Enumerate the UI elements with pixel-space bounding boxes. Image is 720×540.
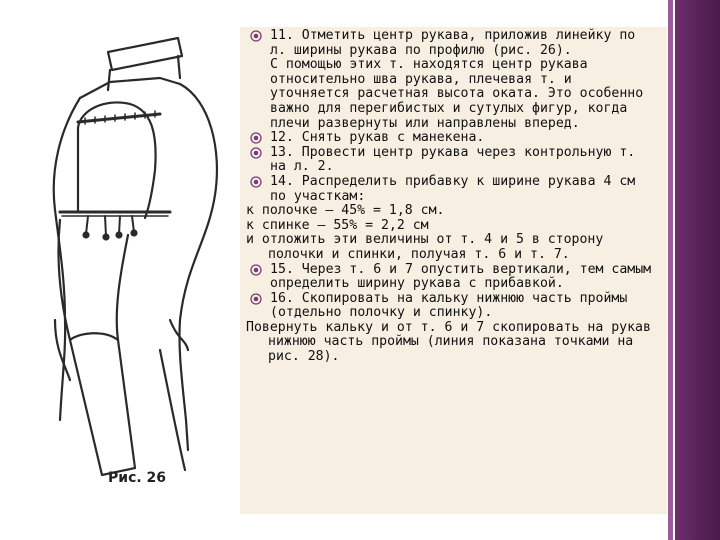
- bullet-icon: [250, 264, 262, 276]
- side-bar: [675, 0, 720, 540]
- bullet-icon: [250, 293, 262, 305]
- figure-caption: Рис. 26: [108, 470, 167, 486]
- list-item: [246, 263, 659, 292]
- list-item-text: 11. Отметить центр рукава, приложив линейку по л. ширины рукава по профилю (рис. 26).: [270, 28, 636, 58]
- list-item-text: 13. Провести центр рукава через контрольную т. на л. 2.: [270, 144, 636, 175]
- mannequin-neck: [108, 38, 182, 70]
- list-item: [246, 292, 659, 321]
- accent-stripe: [668, 0, 673, 540]
- list-item-text: 12. Снять рукав с манекена.: [270, 130, 485, 146]
- list-item-text: С помощью этих т. находятся центр рукава относительно шва рукава, плечевая т. и уточняется расчетная высота оката. Это особенно важно для перегибистых и сутулых фигур, когда плечи развернуты или направлены вперед.: [270, 57, 644, 131]
- text-line: и отложить эти величины от т. 4 и 5 в сторону полочки и спинки, получая т. 6 и т. 7.: [246, 232, 604, 262]
- text-line: Повернуть кальку и от т. 6 и 7 скопировать на рукав нижнюю часть проймы (линия показана точками на рис. 28).: [246, 319, 651, 365]
- bullet-icon: [250, 132, 262, 144]
- bullet-icon: [250, 176, 262, 188]
- sleeve: [58, 220, 135, 475]
- list-item-text: 14. Распределить прибавку к ширине рукава 4 см по участкам:: [270, 173, 636, 204]
- list-item-text: 15. Через т. 6 и 7 опустить вертикали, тем самым определить ширину рукава с прибавкой.: [270, 261, 652, 292]
- text-panel: [240, 27, 667, 514]
- sleeve-illustration: [10, 20, 240, 510]
- list-item: [246, 175, 659, 204]
- list-item: [246, 58, 659, 131]
- text-line: к полочке — 45% = 1,8 см.: [246, 203, 445, 219]
- text-line: к спинке — 55% = 2,2 см: [246, 217, 429, 233]
- mannequin-body: [179, 84, 216, 450]
- list-item: [246, 29, 659, 58]
- list-item: [246, 146, 659, 175]
- bullet-icon: [250, 147, 262, 159]
- list-item: [246, 131, 659, 146]
- bullet-icon: [250, 30, 262, 42]
- list-item-text: 16. Скопировать на кальку нижнюю часть проймы (отдельно полочку и спинку).: [270, 290, 628, 321]
